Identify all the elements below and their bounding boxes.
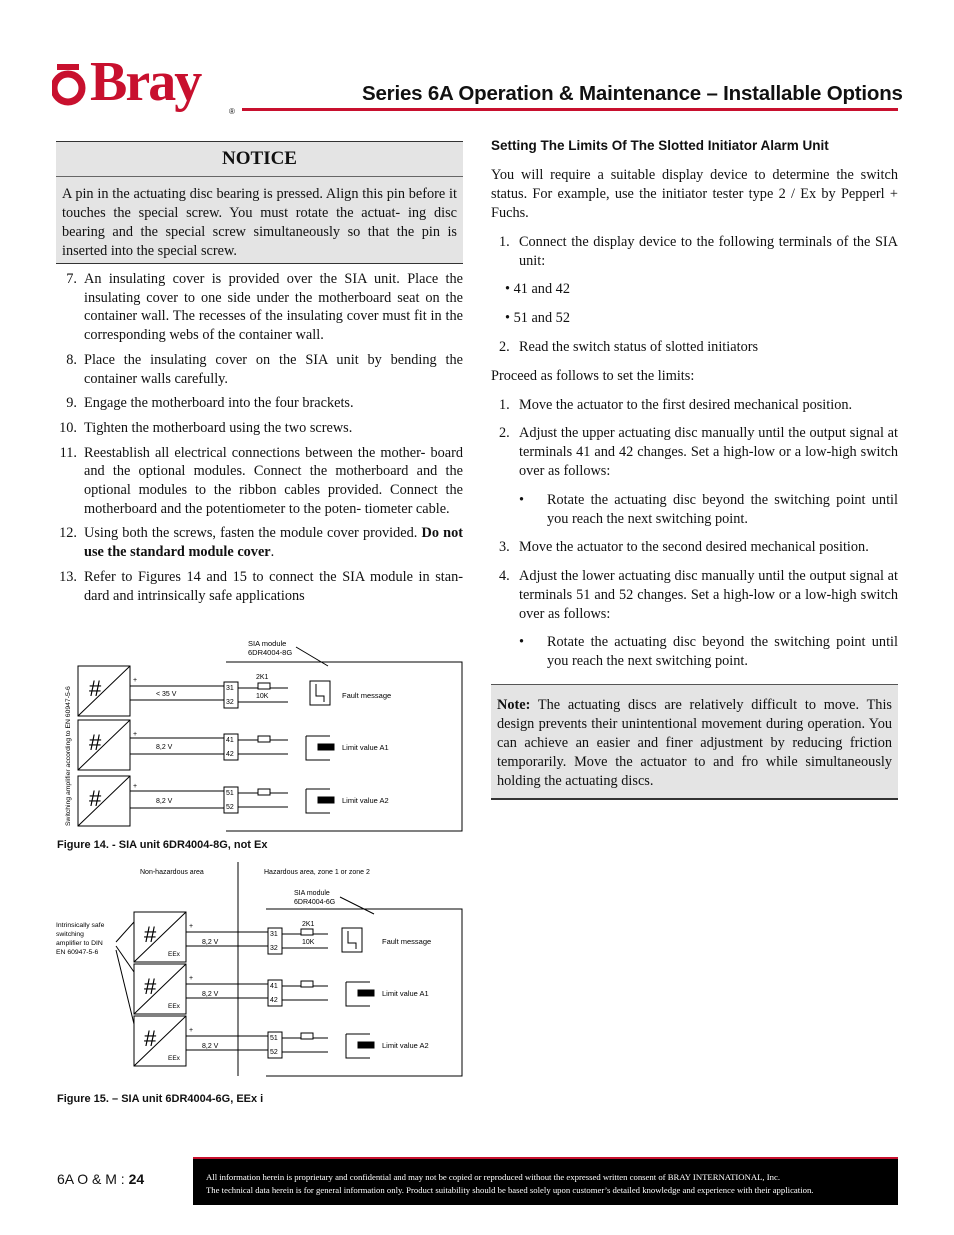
- page-title: Series 6A Operation & Maintenance – Installable Options: [362, 82, 903, 105]
- svg-text:+: +: [133, 783, 138, 790]
- svg-text:< 35 V: < 35 V: [156, 691, 177, 698]
- svg-text:+: +: [189, 975, 194, 982]
- svg-text:Fault message: Fault message: [382, 937, 432, 946]
- svg-text:52: 52: [270, 1049, 278, 1056]
- svg-text:#: #: [89, 730, 102, 755]
- notice-text: A pin in the actuating disc bearing is pressed. Align this pin before it touches the special screw. You must rotate the actuat- ing disc bearing and the special screw simultaneously so that the pin is inserted into the special screw.: [62, 186, 457, 259]
- svg-text:32: 32: [270, 945, 278, 952]
- svg-text:switching: switching: [56, 931, 84, 938]
- svg-text:Bray: Bray: [90, 52, 201, 113]
- proceed-text: Proceed as follows to set the limits:: [491, 368, 695, 384]
- svg-text:31: 31: [226, 685, 234, 692]
- intro-paragraph: You will require a suitable display device to determine the switch status. For example, use the initiator tester type 2 / Ex by Pepperl + Fuchs.: [491, 167, 898, 221]
- svg-text:51: 51: [270, 1035, 278, 1042]
- svg-text:52: 52: [226, 804, 234, 811]
- svg-text:Limit value A2: Limit value A2: [342, 796, 389, 805]
- note-box: [491, 684, 898, 800]
- figure-15-caption: Figure 15. – SIA unit 6DR4004-6G, EEx i: [57, 1093, 264, 1105]
- svg-text:SIA module: SIA module: [294, 890, 330, 897]
- figure15-channel-3: [134, 1016, 429, 1066]
- svg-text:32: 32: [226, 699, 234, 706]
- list1-item: 1. Connect the display device to the following terminals of the SIA unit:: [499, 234, 898, 269]
- svg-text:Fault message: Fault message: [342, 691, 392, 700]
- step-item: 10. Tighten the motherboard using the two screws.: [59, 419, 353, 436]
- svg-text:+: +: [189, 1027, 194, 1034]
- svg-text:51: 51: [226, 790, 234, 797]
- svg-text:Limit value A1: Limit value A1: [382, 989, 429, 998]
- terminal-bullet: • 41 and 42: [505, 281, 570, 297]
- svg-text:®: ®: [229, 107, 235, 116]
- svg-text:2K1: 2K1: [302, 921, 315, 928]
- terminal-bullet: • 51 and 52: [505, 310, 570, 326]
- svg-text:8,2 V: 8,2 V: [202, 991, 219, 998]
- svg-text:EEx: EEx: [168, 1003, 180, 1010]
- svg-text:Limit value A2: Limit value A2: [382, 1041, 429, 1050]
- svg-text:8,2 V: 8,2 V: [156, 744, 173, 751]
- svg-text:41: 41: [270, 983, 278, 990]
- header-rule: [242, 108, 898, 111]
- svg-text:EEx: EEx: [168, 951, 180, 958]
- figure14-channel-1: [78, 666, 391, 716]
- svg-text:10K: 10K: [256, 693, 269, 700]
- figure-14-diagram: [56, 636, 464, 834]
- footer-line-1: All information herein is proprietary and confidential and may not be copied or reproduced without the expressed written consent of BRAY INTERNATIONAL, Inc.: [206, 1172, 781, 1182]
- installation-steps: [56, 270, 463, 611]
- svg-text:31: 31: [270, 931, 278, 938]
- step-item: 13. Refer to Figures 14 and 15 to connect the SIA module in stan- dard and intrinsically safe applications: [59, 568, 463, 604]
- step-item: 9. Engage the motherboard into the four brackets.: [66, 395, 354, 412]
- svg-text:8,2 V: 8,2 V: [202, 1043, 219, 1050]
- svg-text:Intrinsically safe: Intrinsically safe: [56, 922, 105, 929]
- figure14-module-label: SIA module: [248, 639, 287, 648]
- footer-disclaimer: [193, 1157, 898, 1205]
- sub-bullet: • Rotate the actuating disc beyond the switching point until you reach the next switching point.: [519, 634, 898, 669]
- svg-text:+: +: [189, 923, 194, 930]
- svg-text:10K: 10K: [302, 939, 315, 946]
- svg-text:#: #: [89, 786, 102, 811]
- list2-item: 2. Adjust the upper actuating disc manually until the output signal at terminals 41 and 42 changes. Set a high-low or a low-high switch over as follows:: [499, 425, 898, 479]
- svg-text:8,2 V: 8,2 V: [156, 798, 173, 805]
- svg-text:#: #: [89, 676, 102, 701]
- svg-text:8,2 V: 8,2 V: [202, 939, 219, 946]
- page-number: 6A O & M : 24: [57, 1171, 145, 1187]
- section-heading: Setting The Limits Of The Slotted Initiator Alarm Unit: [491, 138, 829, 153]
- svg-text:42: 42: [270, 997, 278, 1004]
- step-item: 8. Place the insulating cover on the SIA unit by bending the container walls carefully.: [66, 351, 463, 387]
- svg-text:#: #: [144, 922, 157, 947]
- footer-line-2: The technical data herein is for general information only. Product suitability should be based solely upon customer’s detailed knowledge and experience with their application.: [206, 1184, 814, 1195]
- svg-text:2K1: 2K1: [256, 674, 269, 681]
- svg-text:41: 41: [226, 737, 234, 744]
- svg-text:#: #: [144, 974, 157, 999]
- bray-logo: [52, 52, 242, 118]
- svg-text:Hazardous area, zone 1 or zone: Hazardous area, zone 1 or zone 2: [264, 869, 370, 876]
- svg-text:42: 42: [226, 751, 234, 758]
- svg-text:Limit value A1: Limit value A1: [342, 743, 389, 752]
- list1-item: 2. Read the switch status of slotted initiators: [499, 339, 759, 355]
- svg-text:amplifier to DIN: amplifier to DIN: [56, 940, 103, 947]
- svg-text:+: +: [133, 677, 138, 684]
- svg-text:#: #: [144, 1026, 157, 1051]
- note-text: Note: The actuating discs are relatively difficult to move. This design prevents their unintentional movement during operation. You can achieve an easier and finer adjustment by reducing friction temporarily. Move the actuator to and fro while simultaneously holding the actuating discs.: [497, 697, 892, 789]
- figure15-channel-2: [134, 964, 429, 1014]
- svg-text:Non-hazardous area: Non-hazardous area: [140, 869, 204, 876]
- notice-box: [56, 141, 463, 264]
- svg-text:6DR4004-6G: 6DR4004-6G: [294, 899, 336, 906]
- svg-text:+: +: [133, 731, 138, 738]
- svg-text:EN 60947-5-6: EN 60947-5-6: [56, 949, 99, 956]
- notice-title: NOTICE: [56, 142, 463, 177]
- step-item: 7. An insulating cover is provided over the SIA unit. Place the insulating cover to one side under the motherboard seat on the container wall. The recesses of the insulating cover must fit in the corresponding webs of the container wall.: [66, 271, 463, 344]
- figure15-channel-1: [134, 912, 431, 962]
- list2-item: 1. Move the actuator to the first desired mechanical position.: [499, 397, 853, 413]
- figure-14-caption: Figure 14. - SIA unit 6DR4004-8G, not Ex: [57, 839, 268, 851]
- list2-item: 3. Move the actuator to the second desired mechanical position.: [499, 539, 869, 555]
- figure14-module-code: 6DR4004-8G: [248, 648, 293, 657]
- figure-15-diagram: [56, 862, 464, 1078]
- figure14-channel-3: [78, 776, 389, 826]
- list2-item: 4. Adjust the lower actuating disc manually until the output signal at terminals 51 and 52 changes. Set a high-low or a low-high switch over as follows:: [499, 568, 898, 622]
- figure14-channel-2: [78, 720, 389, 770]
- figure14-vertical-label: Switching amplifier according to EN 60947-5-6: [65, 686, 72, 826]
- sub-bullet: • Rotate the actuating disc beyond the switching point until you reach the next switching point.: [519, 492, 898, 527]
- svg-text:EEx: EEx: [168, 1055, 180, 1062]
- step-item: 12. Using both the screws, fasten the module cover provided. Do not use the standard module cover.: [59, 525, 463, 561]
- step-item: 11. Reestablish all electrical connections between the mother- board and the optional modules. Connect the motherboard and the optional modules to the ribbon cables provided. Connect the motherboard and the potentiometer to the poten- tiometer cable.: [59, 444, 463, 517]
